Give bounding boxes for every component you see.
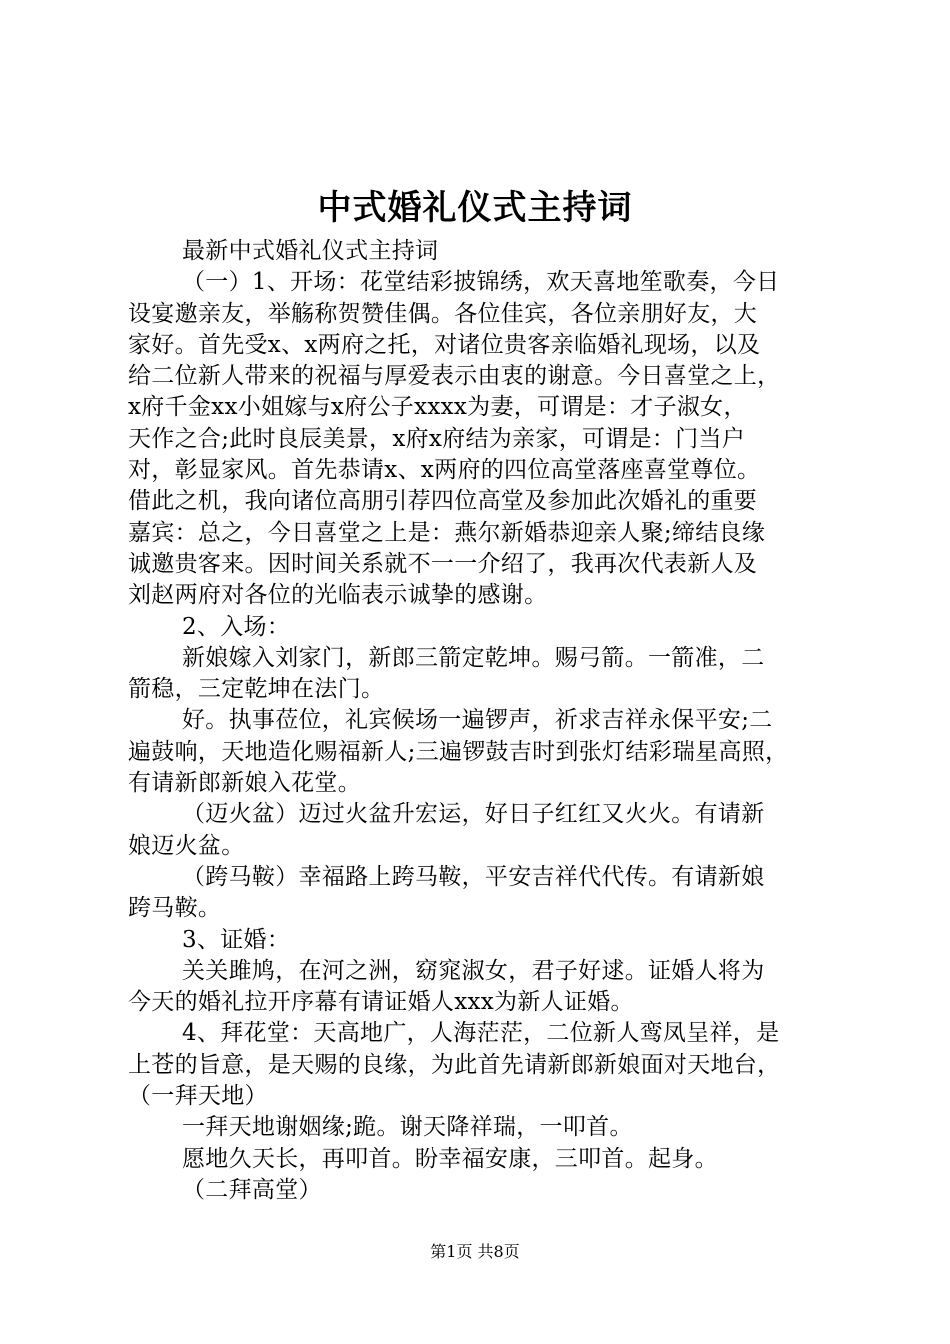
text-line: （一）1、开场：花堂结彩披锦绣，欢天喜地笙歌奏，今日 (182, 269, 780, 296)
text-line: 关关雎鸠，在河之洲，窈窕淑女，君子好逑。证婚人将为 (182, 957, 765, 984)
text-line: 好。执事莅位，礼宾候场一遍锣声，祈求吉祥永保平安;二 (182, 707, 773, 734)
text-line: 遍鼓响，天地造化赐福新人;三遍锣鼓吉时到张灯结彩瑞星高照， (128, 738, 789, 765)
text-line: （一拜天地） (128, 1083, 268, 1110)
text-line: 有请新郎新娘入花堂。 (128, 770, 361, 797)
text-line: 新娘嫁入刘家门，新郎三箭定乾坤。赐弓箭。一箭准，二 (182, 644, 765, 671)
text-line: 4、拜花堂：天高地广，人海茫茫，二位新人鸾凤呈祥，是 (182, 1020, 780, 1047)
text-line: 给二位新人带来的祝福与厚爱表示由衷的谢意。今日喜堂之上， (128, 363, 781, 390)
text-line: x府千金xx小姐嫁与x府公子xxxx为妻，可谓是：才子淑女， (128, 394, 747, 421)
text-line: 诚邀贵客来。因时间关系就不一一介绍了，我再次代表新人及 (128, 550, 758, 577)
text-line: 2、入场： (182, 613, 291, 640)
text-line: 一拜天地谢姻缘;跪。谢天降祥瑞，一叩首。 (182, 1114, 633, 1141)
text-line: 箭稳，三定乾坤在法门。 (128, 676, 385, 703)
text-line: 愿地久天长，再叩首。盼幸福安康，三叩首。起身。 (182, 1145, 718, 1172)
text-line: （迈火盆）迈过火盆升宏运，好日子红红又火火。有请新 (182, 801, 765, 828)
page-title: 中式婚礼仪式主持词 (317, 188, 633, 228)
text-line: 设宴邀亲友，举觞称贺赞佳偶。各位佳宾，各位亲朋好友，大 (128, 300, 758, 327)
text-line: 嘉宾：总之，今日喜堂之上是：燕尔新婚恭迎亲人聚;缔结良缘 (128, 519, 766, 546)
text-line: （二拜高堂） (182, 1176, 322, 1203)
text-line: 借此之机，我向诸位高朋引荐四位高堂及参加此次婚礼的重要 (128, 488, 758, 515)
document-body (128, 236, 830, 1206)
page-footer: 第1页 共8页 (430, 1242, 520, 1261)
text-line: 刘赵两府对各位的光临表示诚挚的感谢。 (128, 582, 548, 609)
text-line: 跨马鞍。 (128, 895, 222, 922)
text-line: （跨马鞍）幸福路上跨马鞍，平安吉祥代代传。有请新娘 (182, 863, 765, 890)
text-line: 家好。首先受x、x两府之托，对诸位贵客亲临婚礼现场，以及 (128, 331, 761, 358)
text-line: 娘迈火盆。 (128, 832, 245, 859)
text-line: 上苍的旨意，是天赐的良缘，为此首先请新郎新娘面对天地台， (128, 1051, 781, 1078)
text-line: 3、证婚： (182, 926, 291, 953)
text-line: 今天的婚礼拉开序幕有请证婚人xxx为新人证婚。 (128, 989, 634, 1016)
text-line: 对，彰显家风。首先恭请x、x两府的四位高堂落座喜堂尊位。 (128, 457, 761, 484)
text-line: 最新中式婚礼仪式主持词 (182, 238, 439, 264)
text-line: 天作之合;此时良辰美景，x府x府结为亲家，可谓是：门当户 (128, 425, 746, 452)
